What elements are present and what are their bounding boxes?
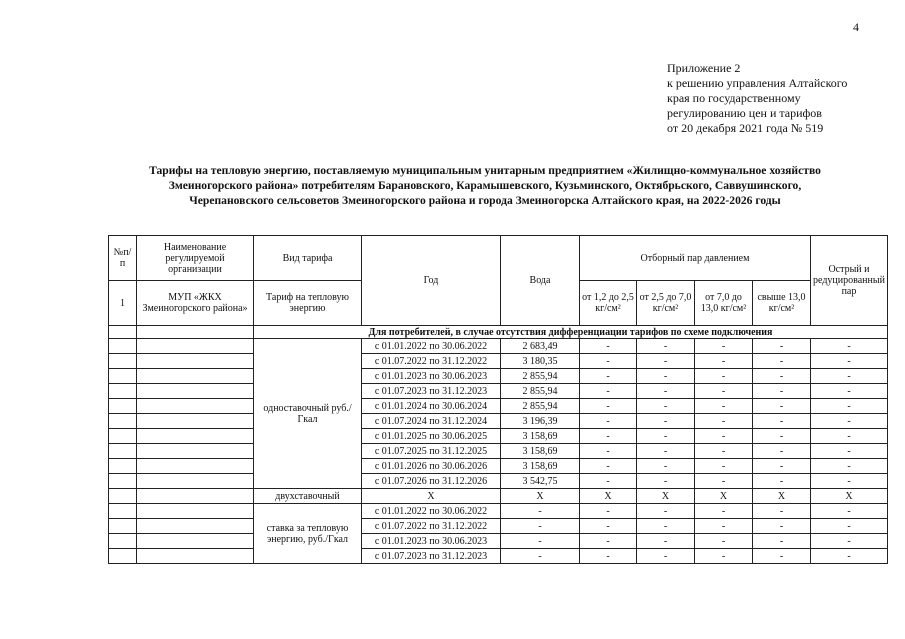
header-org: Наименование регулируемой организации <box>137 236 254 281</box>
dash-cell: - <box>753 339 811 354</box>
dash-cell: - <box>753 549 811 564</box>
dash-cell: - <box>580 399 637 414</box>
water-value: 2 683,49 <box>501 339 580 354</box>
num-cell <box>109 519 137 534</box>
dash-cell: - <box>811 384 888 399</box>
org-cell <box>137 519 254 534</box>
table-row <box>109 339 888 354</box>
num-cell <box>109 489 137 504</box>
period-cell: с 01.01.2026 по 30.06.2026 <box>362 459 501 474</box>
water-value: - <box>501 519 580 534</box>
dash-cell: - <box>580 444 637 459</box>
num-cell <box>109 414 137 429</box>
dash-cell: - <box>637 369 695 384</box>
dash-cell: - <box>580 459 637 474</box>
dash-cell: - <box>753 519 811 534</box>
title-line: Змеиногорского района» потребителям Барановского, Карамышевского, Кузьминского, Октябрьского, Саввушинского, <box>168 179 802 192</box>
dash-cell: - <box>580 384 637 399</box>
dash-cell: - <box>637 429 695 444</box>
num-cell <box>109 369 137 384</box>
dash-cell: - <box>580 339 637 354</box>
org-name: МУП «ЖКХ Змеиногорского района» <box>137 281 254 326</box>
header-steam-group: Отборный пар давлением <box>580 236 811 281</box>
water-value: 3 180,35 <box>501 354 580 369</box>
org-cell <box>137 414 254 429</box>
period-cell: с 01.07.2022 по 31.12.2022 <box>362 354 501 369</box>
period-cell: с 01.01.2024 по 30.06.2024 <box>362 399 501 414</box>
dash-cell: - <box>637 339 695 354</box>
header-row <box>109 236 888 281</box>
dash-cell: - <box>637 444 695 459</box>
dash-cell: - <box>753 429 811 444</box>
org-cell <box>137 549 254 564</box>
table-row <box>109 369 888 384</box>
dash-cell: - <box>637 504 695 519</box>
dash-cell: - <box>695 549 753 564</box>
dash-cell: - <box>695 504 753 519</box>
period-cell: с 01.07.2024 по 31.12.2024 <box>362 414 501 429</box>
dash-cell: - <box>811 474 888 489</box>
period-cell: с 01.07.2022 по 31.12.2022 <box>362 519 501 534</box>
dash-cell: - <box>695 474 753 489</box>
num-cell <box>109 474 137 489</box>
org-cell <box>137 489 254 504</box>
org-cell <box>137 459 254 474</box>
num-cell <box>109 354 137 369</box>
table-row <box>109 399 888 414</box>
dash-cell: - <box>695 534 753 549</box>
water-value: 3 158,69 <box>501 429 580 444</box>
table-row <box>109 354 888 369</box>
water-value: - <box>501 549 580 564</box>
dash-cell: - <box>753 369 811 384</box>
dash-cell: - <box>753 399 811 414</box>
dash-cell: - <box>580 474 637 489</box>
num-cell <box>109 384 137 399</box>
header-pressure-1: от 1,2 до 2,5 кг/см² <box>580 281 637 326</box>
appendix-block <box>667 61 847 136</box>
appendix-line: Приложение 2 <box>667 61 741 75</box>
x-mark-cell: Х <box>637 489 695 504</box>
dash-cell: - <box>753 474 811 489</box>
dash-cell: - <box>695 369 753 384</box>
dash-cell: - <box>753 354 811 369</box>
period-cell: с 01.01.2022 по 30.06.2022 <box>362 339 501 354</box>
water-value: 2 855,94 <box>501 369 580 384</box>
dash-cell: - <box>811 354 888 369</box>
period-cell: с 01.01.2023 по 30.06.2023 <box>362 369 501 384</box>
water-value: 3 196,39 <box>501 414 580 429</box>
org-tariff: Тариф на тепловую энергию <box>254 281 362 326</box>
dash-cell: - <box>695 384 753 399</box>
dash-cell: - <box>637 474 695 489</box>
dash-cell: - <box>753 534 811 549</box>
dash-cell: - <box>753 504 811 519</box>
num-cell <box>109 534 137 549</box>
dash-cell: - <box>637 354 695 369</box>
one-part-label: одноставочный руб./Гкал <box>254 339 362 489</box>
table-row <box>109 414 888 429</box>
section-org-cell <box>137 326 254 339</box>
table-row <box>109 429 888 444</box>
dash-cell: - <box>695 339 753 354</box>
dash-cell: - <box>811 429 888 444</box>
water-value: 2 855,94 <box>501 399 580 414</box>
dash-cell: - <box>695 399 753 414</box>
num-cell <box>109 339 137 354</box>
dash-cell: - <box>695 354 753 369</box>
dash-cell: - <box>753 459 811 474</box>
dash-cell: - <box>811 519 888 534</box>
org-cell <box>137 399 254 414</box>
table-row <box>109 489 888 504</box>
header-pressure-2: от 2,5 до 7,0 кг/см² <box>637 281 695 326</box>
org-cell <box>137 339 254 354</box>
x-mark-cell: Х <box>362 489 501 504</box>
dash-cell: - <box>637 519 695 534</box>
dash-cell: - <box>580 519 637 534</box>
period-cell: с 01.07.2023 по 31.12.2023 <box>362 549 501 564</box>
water-value: 3 158,69 <box>501 444 580 459</box>
dash-cell: - <box>637 414 695 429</box>
period-cell: с 01.07.2025 по 31.12.2025 <box>362 444 501 459</box>
header-water: Вода <box>501 236 580 326</box>
org-num: 1 <box>109 281 137 326</box>
table-row <box>109 519 888 534</box>
period-cell: с 01.01.2025 по 30.06.2025 <box>362 429 501 444</box>
period-cell: с 01.01.2023 по 30.06.2023 <box>362 534 501 549</box>
dash-cell: - <box>811 339 888 354</box>
header-pressure-4: свыше 13,0 кг/см² <box>753 281 811 326</box>
header-tariff-type: Вид тарифа <box>254 236 362 281</box>
dash-cell: - <box>811 459 888 474</box>
x-mark-cell: Х <box>695 489 753 504</box>
water-value: 3 158,69 <box>501 459 580 474</box>
dash-cell: - <box>811 444 888 459</box>
dash-cell: - <box>811 534 888 549</box>
title-line: Тарифы на тепловую энергию, поставляемую муниципальным унитарным предприятием «Жилищно-коммунальное хозяйство <box>149 164 821 177</box>
dash-cell: - <box>580 414 637 429</box>
appendix-line: к решению управления Алтайского <box>667 76 848 90</box>
period-cell: с 01.07.2023 по 31.12.2023 <box>362 384 501 399</box>
dash-cell: - <box>695 429 753 444</box>
tariff-table <box>108 235 888 564</box>
x-mark-cell: Х <box>501 489 580 504</box>
dash-cell: - <box>811 504 888 519</box>
title-line: Черепановского сельсоветов Змеиногорского района и города Змеиногорска Алтайского края, на 2022-2026 годы <box>189 194 781 207</box>
tariff-table-body <box>109 236 888 564</box>
section-num-cell <box>109 326 137 339</box>
dash-cell: - <box>753 384 811 399</box>
dash-cell: - <box>811 414 888 429</box>
period-cell: с 01.01.2022 по 30.06.2022 <box>362 504 501 519</box>
org-cell <box>137 534 254 549</box>
water-value: - <box>501 504 580 519</box>
page-number: 4 <box>853 20 859 34</box>
org-cell <box>137 474 254 489</box>
num-cell <box>109 504 137 519</box>
table-row <box>109 534 888 549</box>
org-cell <box>137 429 254 444</box>
x-mark-cell: Х <box>580 489 637 504</box>
org-cell <box>137 354 254 369</box>
dash-cell: - <box>637 459 695 474</box>
period-cell: с 01.07.2026 по 31.12.2026 <box>362 474 501 489</box>
num-cell <box>109 459 137 474</box>
x-mark-cell: Х <box>811 489 888 504</box>
table-row <box>109 504 888 519</box>
header-year: Год <box>362 236 501 326</box>
org-cell <box>137 384 254 399</box>
dash-cell: - <box>580 534 637 549</box>
dash-cell: - <box>695 519 753 534</box>
dash-cell: - <box>580 354 637 369</box>
dash-cell: - <box>695 459 753 474</box>
water-value: 2 855,94 <box>501 384 580 399</box>
dash-cell: - <box>580 549 637 564</box>
dash-cell: - <box>811 549 888 564</box>
dash-cell: - <box>637 534 695 549</box>
num-cell <box>109 399 137 414</box>
table-row <box>109 474 888 489</box>
section-label: Для потребителей, в случае отсутствия дифференциации тарифов по схеме подключения <box>254 326 888 339</box>
rate-label: ставка за тепловую энергию, руб./Гкал <box>254 504 362 564</box>
table-row <box>109 444 888 459</box>
dash-cell: - <box>811 369 888 384</box>
dash-cell: - <box>580 504 637 519</box>
header-pressure-3: от 7,0 до 13,0 кг/см² <box>695 281 753 326</box>
dash-cell: - <box>637 384 695 399</box>
header-sharp-steam: Острый и редуцированный пар <box>811 236 888 326</box>
x-mark-cell: Х <box>753 489 811 504</box>
dash-cell: - <box>580 369 637 384</box>
dash-cell: - <box>753 414 811 429</box>
appendix-line: регулированию цен и тарифов <box>667 106 822 120</box>
dash-cell: - <box>695 444 753 459</box>
org-cell <box>137 504 254 519</box>
header-num: №п/п <box>109 236 137 281</box>
table-row <box>109 549 888 564</box>
section-row <box>109 326 888 339</box>
appendix-line: от 20 декабря 2021 года № 519 <box>667 121 824 135</box>
num-cell <box>109 444 137 459</box>
two-part-label: двухставочный <box>254 489 362 504</box>
water-value: - <box>501 534 580 549</box>
num-cell <box>109 429 137 444</box>
org-cell <box>137 444 254 459</box>
dash-cell: - <box>695 414 753 429</box>
table-row <box>109 459 888 474</box>
dash-cell: - <box>637 399 695 414</box>
dash-cell: - <box>580 429 637 444</box>
document-title <box>95 163 875 208</box>
org-cell <box>137 369 254 384</box>
dash-cell: - <box>753 444 811 459</box>
num-cell <box>109 549 137 564</box>
water-value: 3 542,75 <box>501 474 580 489</box>
appendix-line: края по государственному <box>667 91 801 105</box>
dash-cell: - <box>637 549 695 564</box>
table-row <box>109 384 888 399</box>
dash-cell: - <box>811 399 888 414</box>
